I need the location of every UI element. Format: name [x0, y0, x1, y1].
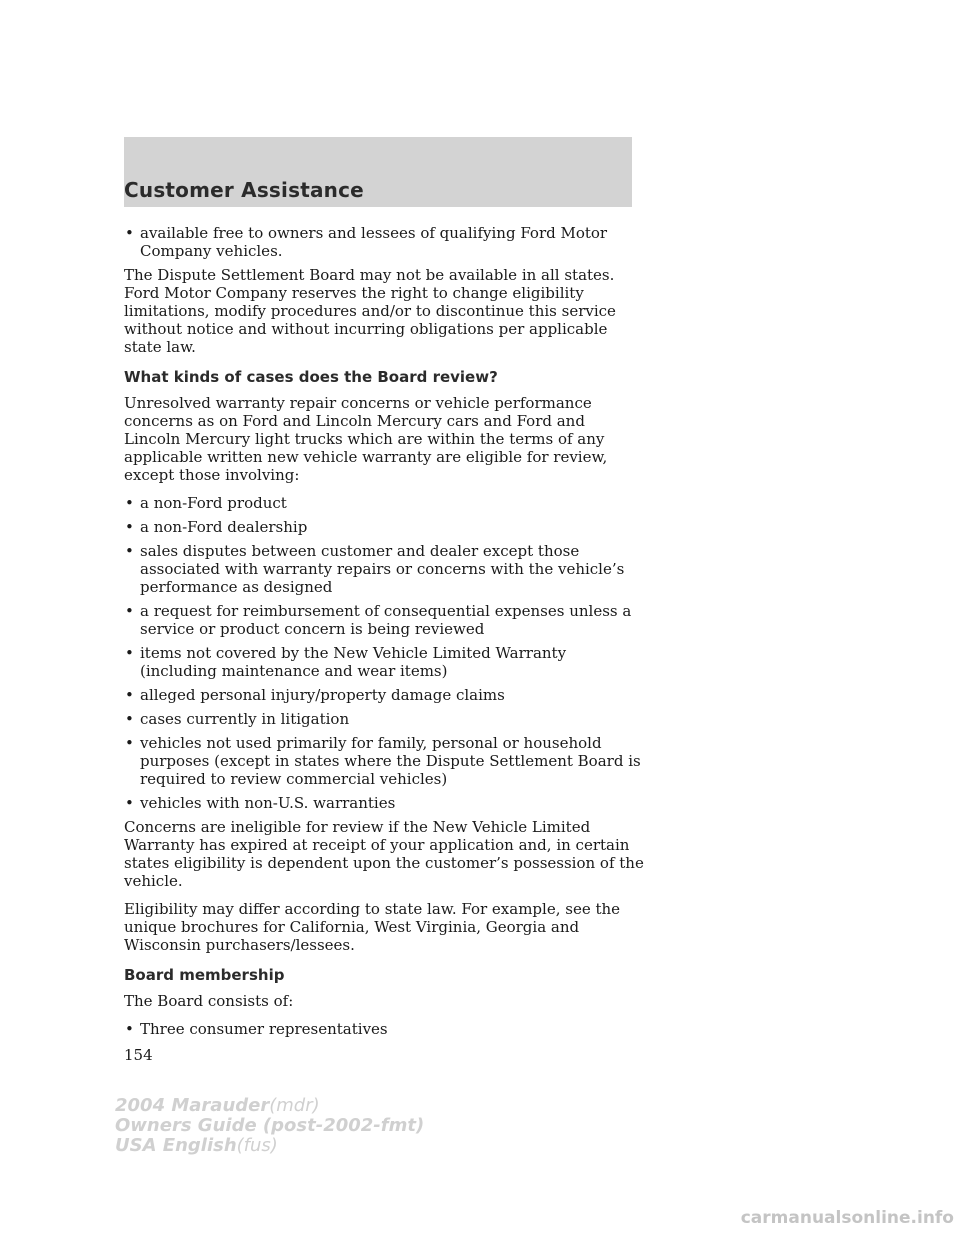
footer-model: 2004 Marauder — [115, 1095, 270, 1116]
document-footer — [115, 1096, 424, 1156]
footer-line-3 — [115, 1136, 424, 1156]
footer-line-1 — [115, 1096, 424, 1116]
footer-line-2 — [115, 1116, 424, 1136]
list-item: • a non-Ford product — [124, 494, 644, 512]
footer-language: USA English — [115, 1135, 237, 1156]
footer-language-code: (fus) — [236, 1135, 278, 1156]
section-title: Customer Assistance — [124, 178, 364, 202]
list-item: • items not covered by the New Vehicle Limited Warranty (including maintenance and wear items) — [124, 644, 644, 680]
watermark-url: carmanualsonline.info — [740, 1208, 954, 1228]
intro-bullet: • available free to owners and lessees of qualifying Ford Motor Company vehicles. — [124, 224, 644, 260]
exclusion-list — [124, 494, 644, 812]
list-item: • alleged personal injury/property damage claims — [124, 686, 644, 704]
eligibility-paragraph: Eligibility may differ according to state law. For example, see the unique brochures for California, West Virginia, Georgia and Wisconsin purchasers/lessees. — [124, 900, 621, 954]
membership-paragraph: The Board consists of: — [124, 992, 294, 1010]
membership-heading: Board membership — [124, 966, 285, 984]
page-number: 154 — [124, 1046, 153, 1064]
page-content — [124, 224, 644, 1064]
list-item: • sales disputes between customer and dealer except those associated with warranty repairs or concerns with the vehicle’s performance as designed — [124, 542, 644, 596]
footer-model-code: (mdr) — [269, 1095, 320, 1116]
membership-bullet: • Three consumer representatives — [124, 1020, 644, 1038]
list-item: • vehicles not used primarily for family, personal or household purposes (except in states where the Dispute Settlement Board is required to review commercial vehicles) — [124, 734, 644, 788]
cases-heading: What kinds of cases does the Board review? — [124, 368, 498, 386]
cases-paragraph: Unresolved warranty repair concerns or vehicle performance concerns as on Ford and Lincoln Mercury cars and Ford and Lincoln Mercury light trucks which are within the terms of any applicable written new vehicle warranty are eligible for review, except those involving: — [124, 394, 608, 484]
list-item: • a non-Ford dealership — [124, 518, 644, 536]
ineligible-paragraph: Concerns are ineligible for review if the New Vehicle Limited Warranty has expired at receipt of your application and, in certain states eligibility is dependent upon the customer’s possession of the vehicle. — [124, 818, 644, 890]
footer-guide: Owners Guide (post-2002-fmt) — [115, 1115, 425, 1136]
list-item: • vehicles with non-U.S. warranties — [124, 794, 644, 812]
list-item: • a request for reimbursement of consequential expenses unless a service or product concern is being reviewed — [124, 602, 644, 638]
availability-paragraph: The Dispute Settlement Board may not be available in all states. Ford Motor Company reserves the right to change eligibility limitations, modify procedures and/or to discontinue this service without notice and without incurring obligations per applicable state law. — [124, 266, 616, 356]
list-item: • cases currently in litigation — [124, 710, 644, 728]
